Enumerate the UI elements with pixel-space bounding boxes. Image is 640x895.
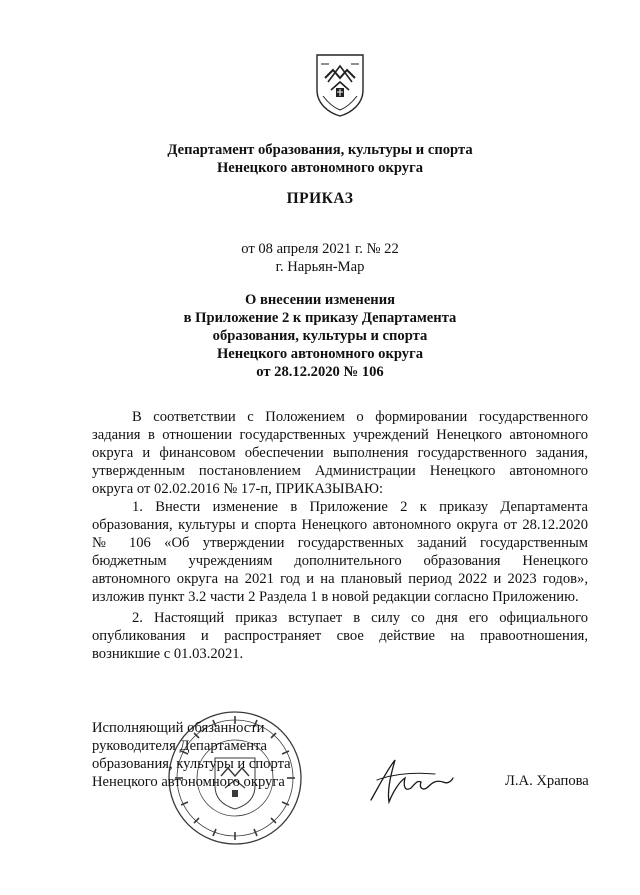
signatory-position (92, 719, 291, 791)
subject-line-5: от 28.12.2020 № 106 (256, 364, 384, 380)
body-paragraph-item-2: 2. Настоящий приказ вступает в силу со дня его официального опубликования и распространяет свое действие на правоотношения, возникшие с 01.03.2021. (92, 610, 588, 662)
order-body (92, 408, 588, 663)
order-date: от 08 апреля 2021 г. № 22 (241, 241, 399, 257)
subject-line-3: образования, культуры и спорта (212, 328, 428, 344)
department-header (0, 141, 640, 177)
subject-line-1: О внесении изменения (244, 292, 396, 308)
signatory-line-2: руководителя Департамента (92, 738, 268, 754)
body-paragraph-preamble: В соответствии с Положением о формировании государственного задания в отношении государственных учреждений Ненецкого автономного округа и финансовом обеспечении выполнения государственного задания, утвержденным постановлением Администрации Ненецкого автономного округа от 02.02.2016 № 17-п, ПРИКАЗЫВАЮ: (92, 409, 588, 497)
header-line-2: Ненецкого автономного округа (216, 160, 424, 176)
signatory-line-4: Ненецкого автономного округа (92, 774, 285, 790)
signatory-line-1: Исполняющий обязанности (92, 720, 265, 736)
signatory-line-3: образования, культуры и спорта (92, 756, 291, 772)
body-paragraph-item-1: 1. Внести изменение в Приложение 2 к приказу Департамента образования, культуры и спорта Ненецкого автономного округа от 28.12.2020 № 106 «Об утверждении государственных заданий государственным бюджетным учреждениям дополнительного образования Ненецкого автономного округа на 2021 год и на плановый период 2022 и 2023 годов», изложив пункт 3.2 части 2 Раздела 1 в новой редакции согласно Приложению. (92, 499, 588, 605)
subject-line-4: Ненецкого автономного округа (216, 346, 424, 362)
handwritten-signature (365, 752, 455, 810)
order-title: ПРИКАЗ (286, 190, 354, 207)
signatory-name: Л.А. Храпова (505, 773, 589, 789)
order-subject (0, 291, 640, 381)
order-date-block (0, 240, 640, 276)
order-city: г. Нарьян-Мар (275, 259, 365, 275)
coat-of-arms-icon (313, 52, 367, 118)
subject-line-2: в Приложение 2 к приказу Департамента (183, 310, 457, 326)
header-line-1: Департамент образования, культуры и спорта (167, 142, 473, 158)
